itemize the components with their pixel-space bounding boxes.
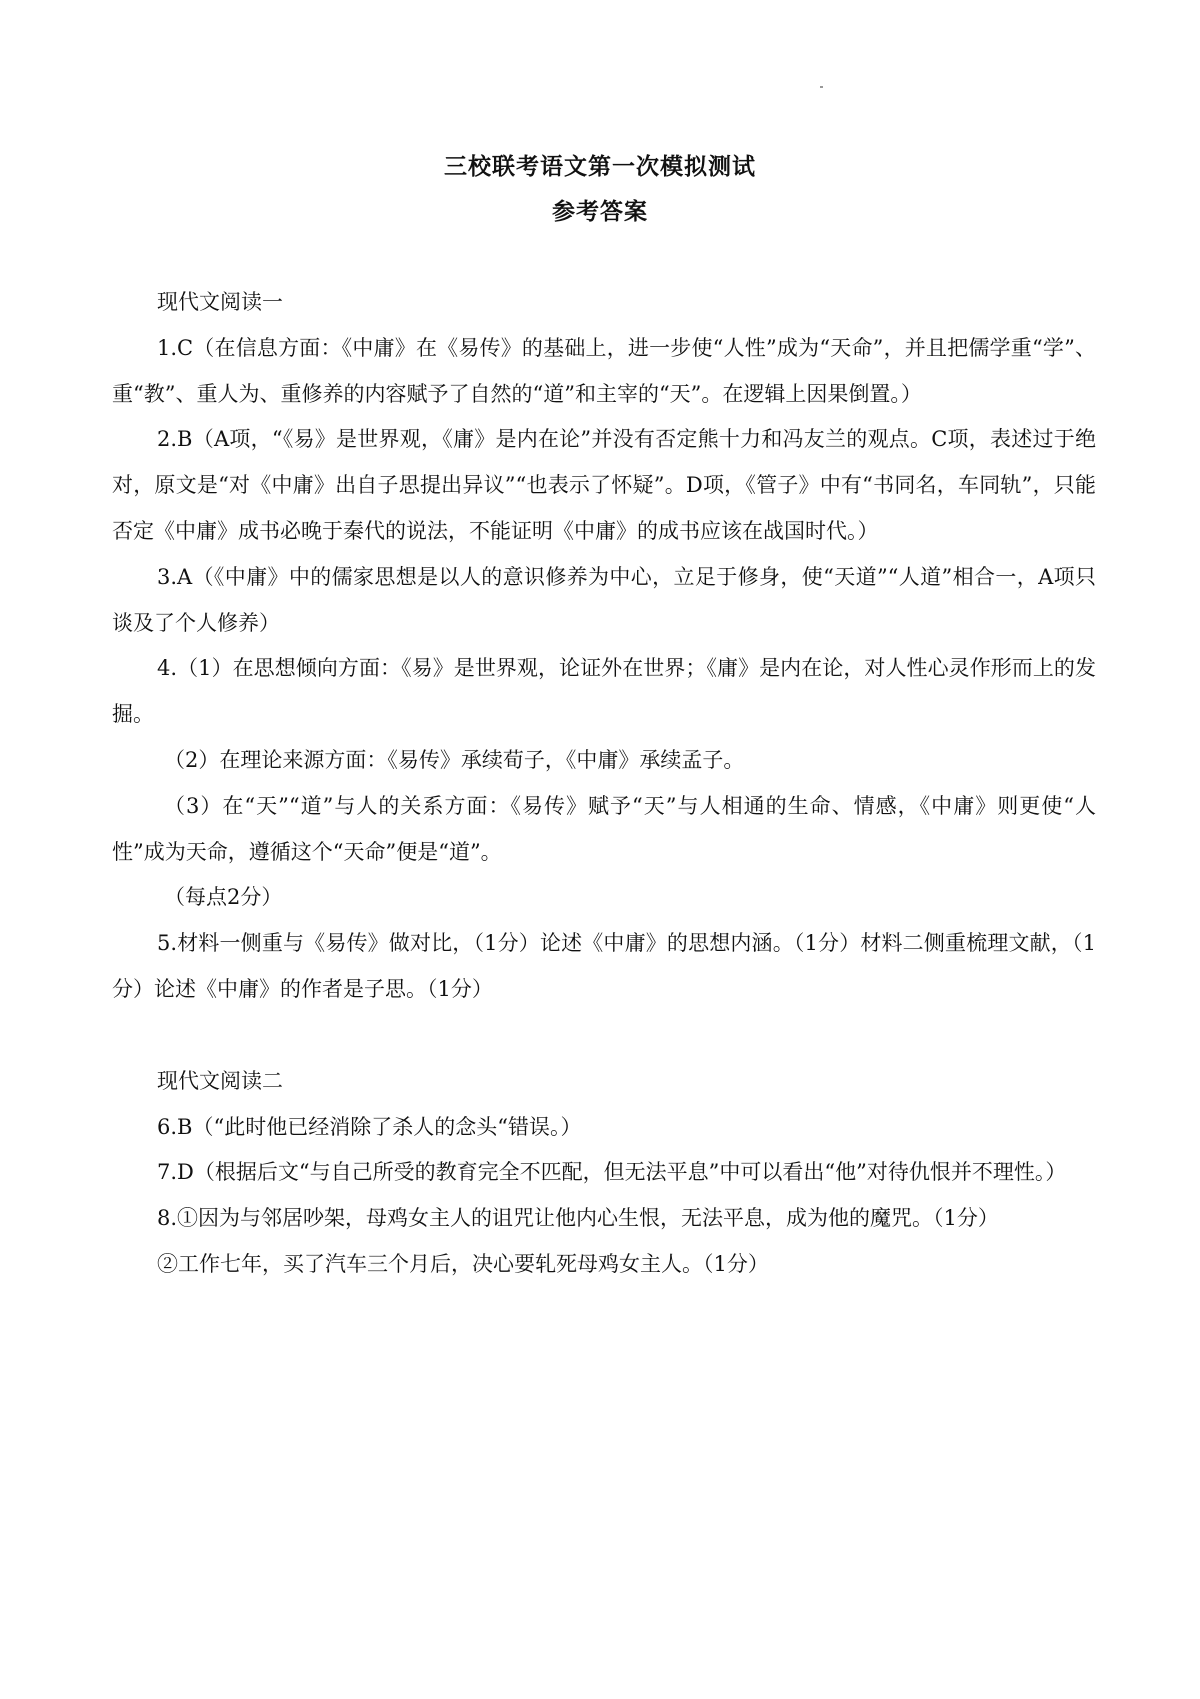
answer-q4-point2: （2）在理论来源方面：《易传》承续荀子，《中庸》承续孟子。 <box>164 747 745 772</box>
answer-q6: 6.B（“此时他已经消除了杀人的念头“错误。） <box>157 1114 582 1139</box>
answer-q7: 7.D（根据后文“与自己所受的教育完全不匹配，但无法平息”中可以看出“他”对待仇恨并不理性。） <box>157 1160 1067 1185</box>
answer-content <box>112 280 1096 1288</box>
answer-q4-point1: 4.（1）在思想倾向方面：《易》是世界观，论证外在世界；《庸》是内在论，对人性心灵作形而上的发掘。 <box>112 656 1096 727</box>
answer-q2: 2.B（A项，“《易》是世界观，《庸》是内在论”并没有否定熊十力和冯友兰的观点。C项，表述过于绝对，原文是“对《中庸》出自子思提出异议”“也表示了怀疑”。D项，《管子》中有“书同名，车同轨”，只能否定《中庸》成书必晚于秦代的说法，不能证明《中庸》的成书应该在战国时代。） <box>112 427 1096 543</box>
section-heading-2: 现代文阅读二 <box>157 1068 283 1093</box>
answer-q3: 3.A（《中庸》中的儒家思想是以人的意识修养为中心，立足于修身，使“天道”“人道”相合一，A项只谈及了个人修养） <box>112 564 1096 635</box>
scan-speck <box>820 86 823 88</box>
page-title: 三校联考语文第一次模拟测试 <box>444 154 756 180</box>
answer-q8-point2: ②工作七年，买了汽车三个月后，决心要轧死母鸡女主人。（1分） <box>157 1251 769 1276</box>
answer-q4-point3: （3）在“天”“道”与人的关系方面：《易传》赋予“天”与人相通的生命、情感，《中庸》则更使“人性”成为天命，遵循这个“天命”便是“道”。 <box>112 793 1096 864</box>
page-subtitle: 参考答案 <box>552 199 648 225</box>
answer-q1: 1.C（在信息方面：《中庸》在《易传》的基础上，进一步使“人性”成为“天命”，并且把儒学重“学”、重“教”、重人为、重修养的内容赋予了自然的“道”和主宰的“天”。在逻辑上因果倒置。） <box>112 335 1096 406</box>
section-heading-1: 现代文阅读一 <box>157 290 283 314</box>
section-gap <box>112 1013 1096 1059</box>
answer-q5: 5.材料一侧重与《易传》做对比，（1分）论述《中庸》的思想内涵。（1分）材料二侧重梳理文献，（1分）论述《中庸》的作者是子思。（1分） <box>112 931 1096 1001</box>
answer-q4-scoring-note: （每点2分） <box>164 885 283 910</box>
answer-q8-point1: 8.①因为与邻居吵架，母鸡女主人的诅咒让他内心生恨，无法平息，成为他的魔咒。（1分） <box>157 1206 999 1231</box>
